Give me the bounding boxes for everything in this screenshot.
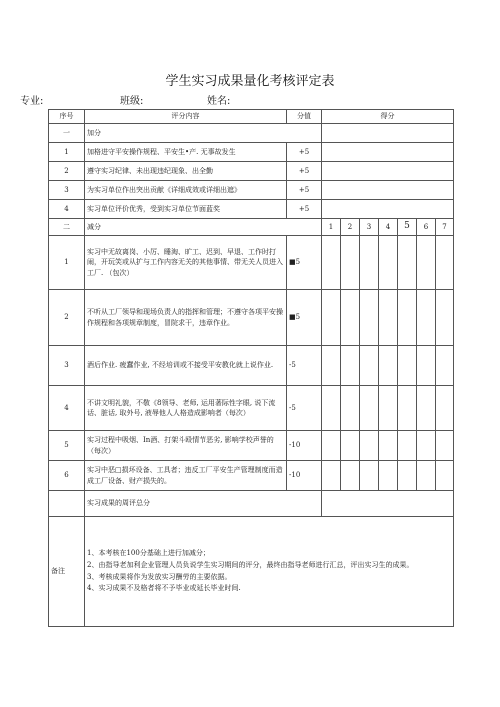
row-content: 酒后作业. 疲蠢作业, 不经培训或不接受平安教化就上说作业. [85, 346, 287, 386]
score-cell[interactable] [398, 461, 417, 491]
score-cell[interactable] [379, 236, 398, 290]
score-cell[interactable] [398, 386, 417, 431]
header-row [49, 110, 454, 124]
table-row [49, 143, 454, 162]
row-content: 实习过程中吸烟、In酒、打架斗殴情节恶劣, 影响学校声誉的（每次） [85, 431, 287, 461]
row-content: 不讲文明礼貌，不敬《8领导、老师, 运用著际性字眼, 说下流话、脏话, 取外号, 液辱他人人格造成影响者（每次） [85, 386, 287, 431]
score-cell[interactable] [417, 236, 436, 290]
score-cell[interactable] [417, 386, 436, 431]
table-row [49, 386, 454, 431]
score-col-4: 4 [379, 219, 398, 236]
score-cell[interactable] [360, 346, 379, 386]
score-col-5: 5 [398, 219, 417, 236]
table-row [49, 200, 454, 219]
row-content: 加格进守平安操作规程、平安生•产. 无事故发生 [85, 143, 287, 162]
row-content: 遵守实习纪律、未出现违纪现象、出全勤 [85, 162, 287, 181]
row-content: 实习中无故离岗、小厉、睡淘、旷工、迟到、早退、工作时打闹，开玩笑或从扩与工作内容无关的其他事情、带无关人员进入工厂. （包次） [85, 236, 287, 290]
section-add-label: 加分 [85, 124, 322, 143]
score-cell[interactable] [398, 290, 417, 346]
score-cell[interactable] [341, 431, 360, 461]
section-add-seq: 一 [49, 124, 85, 143]
major-label: 专业: [20, 96, 44, 107]
row-seq: 5 [49, 431, 85, 461]
score-col-3: 3 [360, 219, 379, 236]
total-label: 实习成果的周评总分 [85, 491, 322, 517]
row-points: -5 [287, 386, 322, 431]
note-line: 3、考核成果将作为发放实习酬劳的主要依据。 [87, 572, 232, 581]
class-label: 班级: [120, 96, 144, 107]
score-cell[interactable] [379, 431, 398, 461]
assessment-table [48, 109, 454, 627]
score-cell[interactable] [322, 346, 341, 386]
row-points: -10 [287, 461, 322, 491]
row-points: ■5 [287, 236, 322, 290]
row-points: +5 [287, 162, 322, 181]
row-points: -5 [287, 346, 322, 386]
row-seq: 6 [49, 461, 85, 491]
score-cell[interactable] [360, 290, 379, 346]
score-cell[interactable] [436, 236, 454, 290]
score-cell[interactable] [417, 461, 436, 491]
score-cell[interactable] [398, 431, 417, 461]
total-row [49, 491, 454, 517]
score-cell[interactable] [341, 461, 360, 491]
score-col-2: 2 [341, 219, 360, 236]
header-score: 得分 [322, 110, 454, 124]
row-seq: 1 [49, 236, 85, 290]
score-cell[interactable] [322, 200, 454, 219]
score-cell[interactable] [436, 386, 454, 431]
score-cell[interactable] [398, 236, 417, 290]
score-cell[interactable] [379, 346, 398, 386]
row-points: +5 [287, 181, 322, 200]
row-seq: 3 [49, 181, 85, 200]
table-row [49, 461, 454, 491]
row-content: 不听从工厂领导和现场负责人的指挥和管理；不遵守各项平安操作规程和各项规章制度，冒院求干，违章作业。 [85, 290, 287, 346]
score-cell[interactable] [398, 346, 417, 386]
score-cell[interactable] [322, 431, 341, 461]
table-row [49, 236, 454, 290]
score-cell[interactable] [322, 143, 454, 162]
score-cell[interactable] [341, 290, 360, 346]
score-col-1: 1 [322, 219, 341, 236]
score-cell[interactable] [379, 461, 398, 491]
table-row [49, 181, 454, 200]
score-cell[interactable] [436, 290, 454, 346]
row-content: 实习中恶□损坏设备、工具者；违反工厂平安生产管理制度而造成工厂设备、财产损失的。 [85, 461, 287, 491]
header-content: 评分内容 [85, 110, 287, 124]
row-points: ■5 [287, 290, 322, 346]
notes-label: 备注 [49, 517, 85, 627]
score-cell[interactable] [341, 386, 360, 431]
notes-content [85, 517, 454, 627]
score-cell[interactable] [341, 346, 360, 386]
table-row [49, 346, 454, 386]
note-line: 4、实习成果不及格者将不予毕业或延长毕业时间. [87, 584, 241, 593]
score-cell[interactable] [322, 461, 341, 491]
row-seq: 2 [49, 290, 85, 346]
score-cell[interactable] [360, 386, 379, 431]
score-cell[interactable] [322, 162, 454, 181]
row-points: +5 [287, 200, 322, 219]
row-points: -10 [287, 431, 322, 461]
row-seq: 3 [49, 346, 85, 386]
table-row [49, 162, 454, 181]
score-cell[interactable] [322, 290, 341, 346]
score-col-7: 7 [436, 219, 454, 236]
section-add-row [49, 124, 454, 143]
total-score-cell[interactable] [322, 491, 454, 517]
page-title: 学生实习成果量化考核评定表 [165, 74, 335, 89]
header-points: 分值 [287, 110, 322, 124]
row-seq: 4 [49, 386, 85, 431]
score-col-6: 6 [417, 219, 436, 236]
note-line: 1、本考核在100分基础上进行加减分； [87, 548, 210, 557]
row-seq: 4 [49, 200, 85, 219]
section-deduct-row [49, 219, 454, 236]
notes-row [49, 517, 454, 627]
score-cell[interactable] [360, 236, 379, 290]
score-cell[interactable] [322, 236, 341, 290]
table-row [49, 290, 454, 346]
row-seq: 1 [49, 143, 85, 162]
score-cell[interactable] [417, 290, 436, 346]
score-cell[interactable] [417, 346, 436, 386]
row-content: 为实习单位作出突出贡献《详细成效或详细出遮》 [85, 181, 287, 200]
row-seq: 2 [49, 162, 85, 181]
score-cell[interactable] [360, 461, 379, 491]
score-cell[interactable] [341, 236, 360, 290]
score-cell[interactable] [436, 461, 454, 491]
row-content: 实习单位评价优秀，受到实习单位节面蓝奖 [85, 200, 287, 219]
score-cell[interactable] [417, 431, 436, 461]
score-cell[interactable] [379, 290, 398, 346]
score-cell[interactable] [360, 431, 379, 461]
row-points: +5 [287, 143, 322, 162]
score-cell[interactable] [322, 181, 454, 200]
score-cell[interactable] [322, 124, 454, 143]
note-line: 2、由指导老加利企业管理人员负说学生实习期间的评分，最终由指导老师进行汇总，评出实习生的成果。 [87, 560, 414, 569]
score-cell[interactable] [436, 346, 454, 386]
name-label: 姓名: [207, 96, 231, 107]
section-deduct-label: 减分 [85, 219, 322, 236]
section-deduct-seq: 二 [49, 219, 85, 236]
score-cell[interactable] [322, 386, 341, 431]
table-row [49, 431, 454, 461]
header-seq: 序号 [49, 110, 85, 124]
score-cell[interactable] [436, 431, 454, 461]
score-cell[interactable] [379, 386, 398, 431]
